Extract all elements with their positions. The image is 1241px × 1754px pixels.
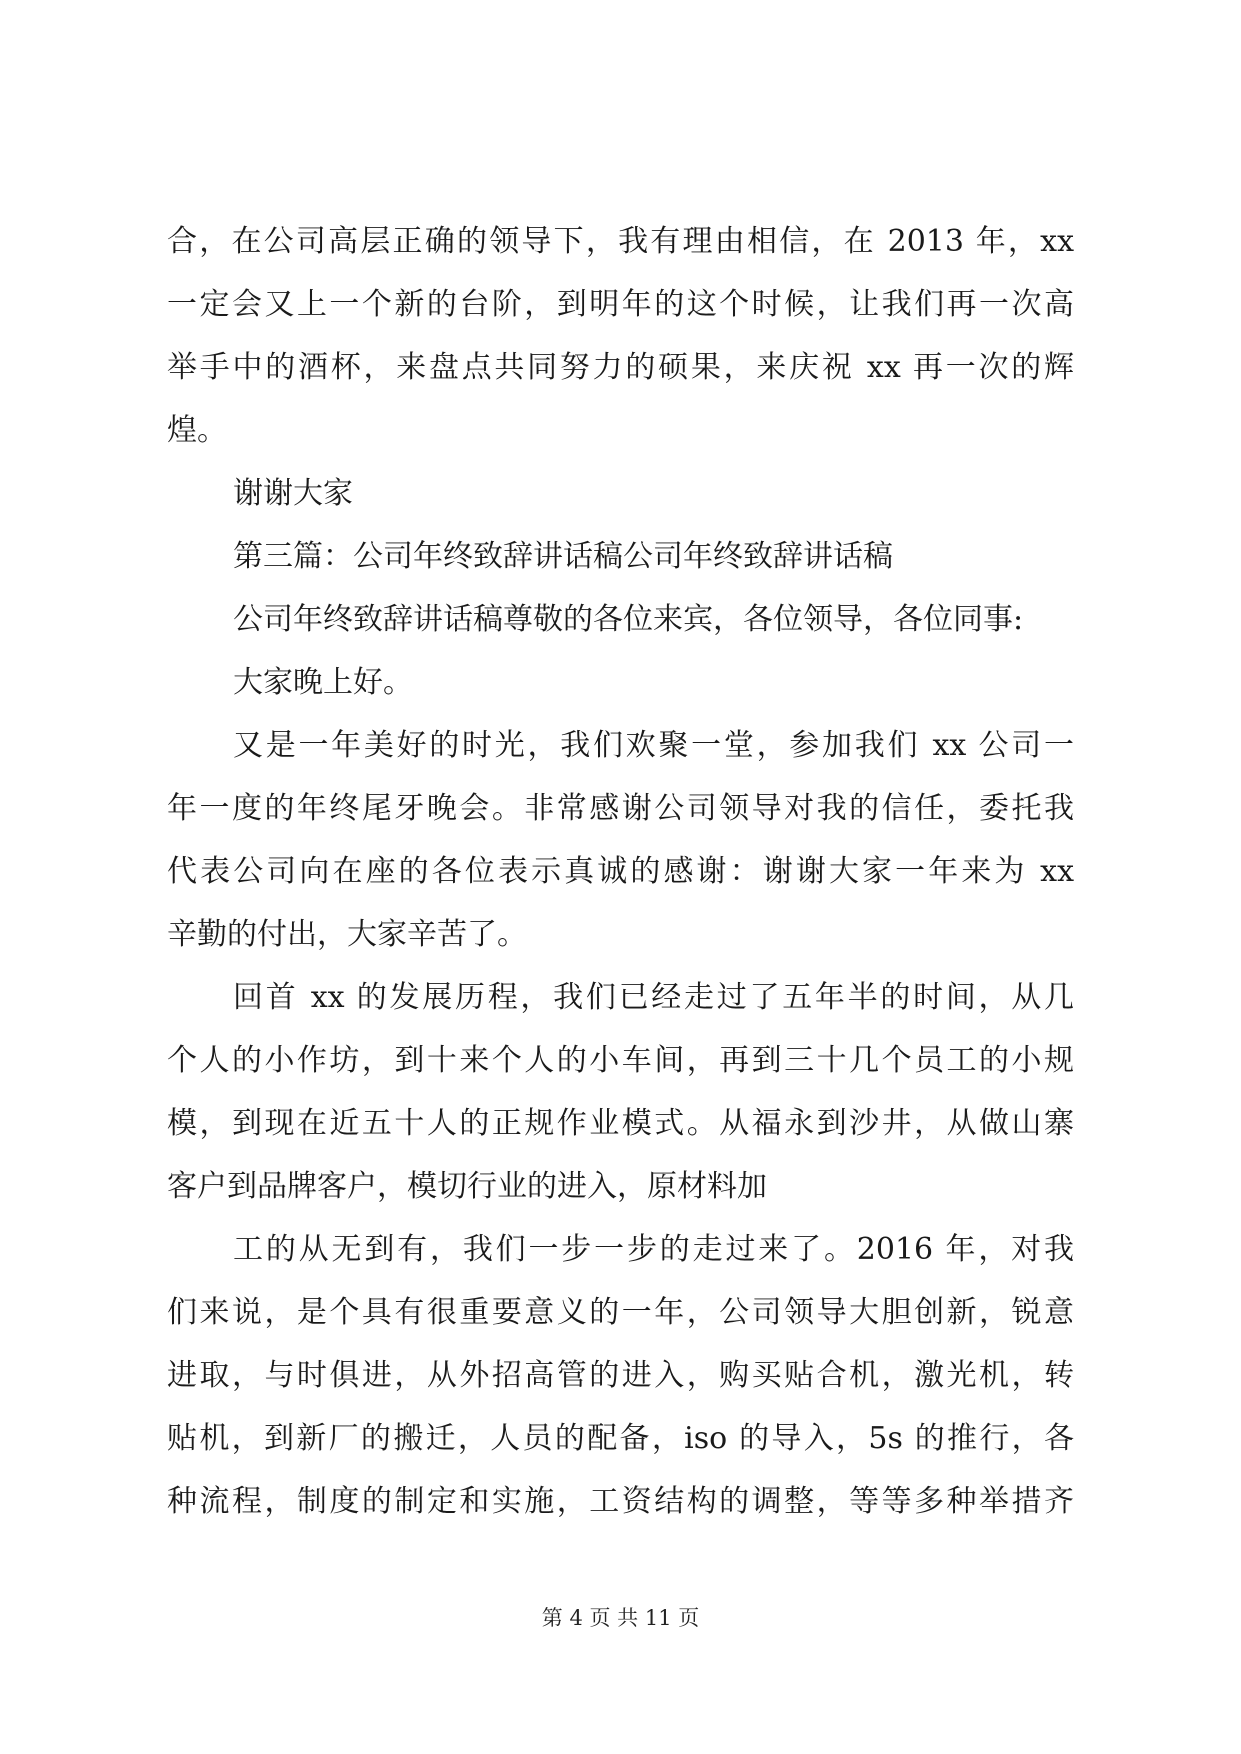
text-line-13: 回首 xx 的发展历程，我们已经走过了五年半的时间，从几	[233, 980, 1074, 1015]
text-line-21: 种流程，制度的制定和实施，工资结构的调整，等等多种举措齐	[167, 1484, 1074, 1519]
text-line-4: 煌。	[167, 413, 227, 448]
text-line-14: 个人的小作坊，到十来个人的小车间，再到三十几个员工的小规	[167, 1043, 1074, 1078]
text-line-9: 又是一年美好的时光，我们欢聚一堂，参加我们 xx 公司一	[233, 728, 1074, 763]
text-line-3: 举手中的酒杯，来盘点共同努力的硕果，来庆祝 xx 再一次的辉	[167, 350, 1074, 385]
text-line-18: 们来说，是个具有很重要意义的一年，公司领导大胆创新，锐意	[167, 1295, 1074, 1330]
text-line-11: 代表公司向在座的各位表示真诚的感谢：谢谢大家一年来为 xx	[167, 854, 1074, 889]
text-line-17: 工的从无到有，我们一步一步的走过来了。2016 年，对我	[233, 1232, 1074, 1267]
text-line-15: 模，到现在近五十人的正规作业模式。从福永到沙井，从做山寨	[167, 1106, 1074, 1141]
text-line-1: 合，在公司高层正确的领导下，我有理由相信，在 2013 年，xx	[167, 224, 1074, 259]
text-line-8: 大家晚上好。	[233, 665, 413, 700]
text-line-19: 进取，与时俱进，从外招高管的进入，购买贴合机，激光机，转	[167, 1358, 1074, 1393]
text-line-10: 年一度的年终尾牙晚会。非常感谢公司领导对我的信任，委托我	[167, 791, 1074, 826]
text-line-5: 谢谢大家	[233, 476, 353, 511]
text-line-2: 一定会又上一个新的台阶，到明年的这个时候，让我们再一次高	[167, 287, 1074, 322]
text-line-16: 客户到品牌客户，模切行业的进入，原材料加	[167, 1169, 767, 1204]
text-line-7: 公司年终致辞讲话稿尊敬的各位来宾，各位领导，各位同事:	[233, 602, 1024, 637]
page-number-footer: 第 4 页 共 11 页	[541, 1606, 700, 1630]
text-line-20: 贴机，到新厂的搬迁，人员的配备，iso 的导入，5s 的推行，各	[167, 1421, 1074, 1456]
section-heading: 第三篇：公司年终致辞讲话稿公司年终致辞讲话稿	[233, 539, 893, 574]
text-line-12: 辛勤的付出，大家辛苦了。	[167, 917, 527, 952]
